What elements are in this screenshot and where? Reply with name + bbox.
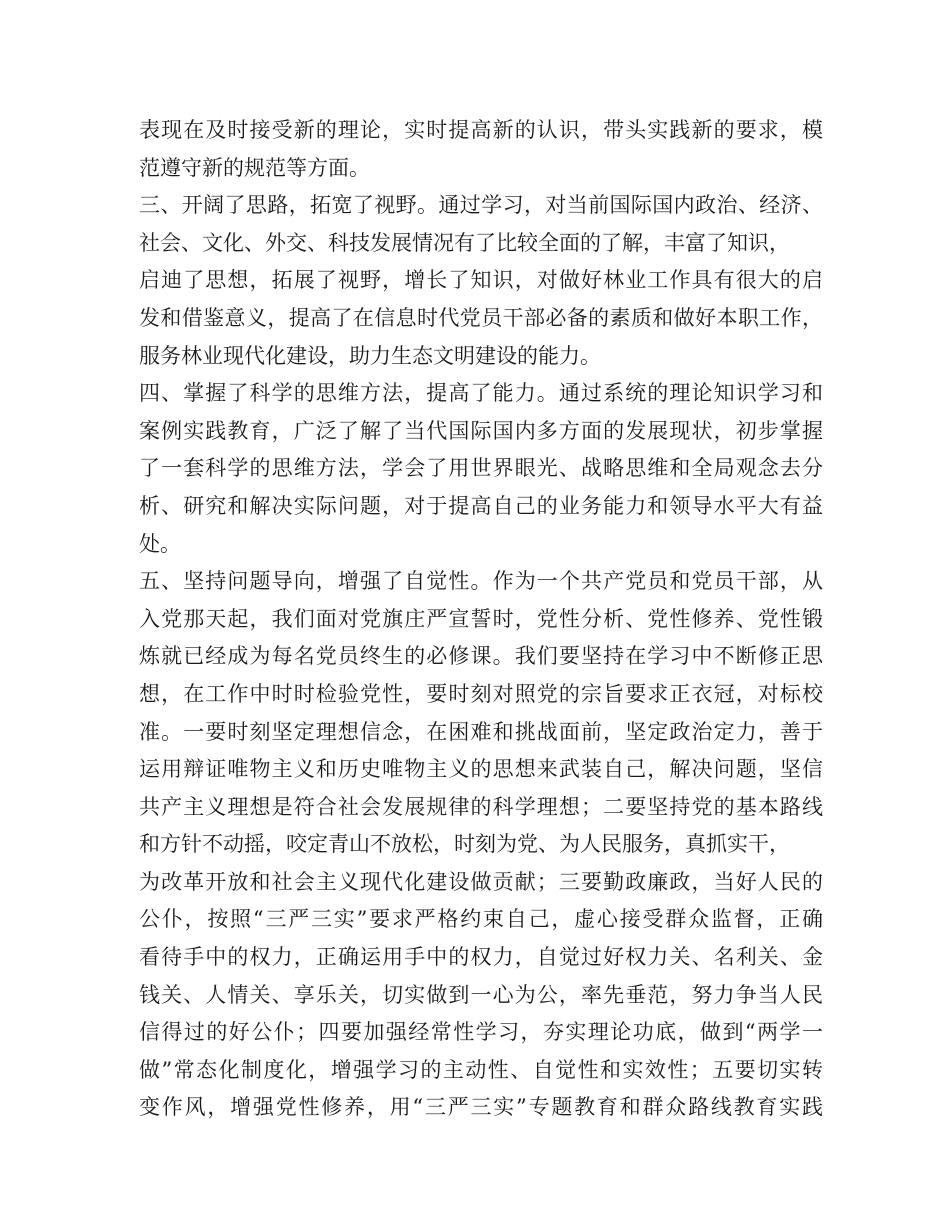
text-line: 案例实践教育，广泛了解了当代国际国内多方面的发展现状，初步掌握 [139,418,823,443]
text-line: 为改革开放和社会主义现代化建设做贡献；三要勤政廉政，当好人民的 [139,869,823,894]
text-line: 发和借鉴意义，提高了在信息时代党员干部必备的素质和做好本职工作， [139,305,823,330]
text-line: 了一套科学的思维方法，学会了用世界眼光、战略思维和全局观念去分 [139,456,823,481]
text-line: 信得过的好公仆；四要加强经常性学习，夯实理论功底，做到“两学一 [139,1020,823,1045]
text-line: 想，在工作中时时检验党性，要时刻对照党的宗旨要求正衣冠，对标校 [139,681,823,706]
text-line: 和方针不动摇，咬定青山不放松，时刻为党、为人民服务，真抓实干， [139,832,790,857]
text-line: 做”常态化制度化，增强学习的主动性、自觉性和实效性；五要切实转 [139,1057,823,1082]
text-line: 入党那天起，我们面对党旗庄严宣誓时，党性分析、党性修养、党性锻 [139,606,823,631]
text-line: 运用辩证唯物主义和历史唯物主义的思想来武装自己，解决问题，坚信 [139,757,823,782]
text-line: 社会、文化、外交、科技发展情况有了比较全面的了解，丰富了知识， [139,230,790,255]
text-line: 四、掌握了科学的思维方法，提高了能力。通过系统的理论知识学习和 [139,381,823,406]
text-line: 公仆，按照“三严三实”要求严格约束自己，虚心接受群众监督，正确 [139,907,823,932]
text-line: 处。 [139,531,181,556]
text-line: 变作风，增强党性修养，用“三严三实”专题教育和群众路线教育实践 [139,1095,823,1120]
text-line: 共产主义理想是符合社会发展规律的科学理想；二要坚持党的基本路线 [139,794,823,819]
text-line: 服务林业现代化建设，助力生态文明建设的能力。 [139,343,601,368]
text-line: 炼就已经成为每名党员终生的必修课。我们要坚持在学习中不断修正思 [139,644,823,669]
text-line: 范遵守新的规范等方面。 [139,155,370,180]
text-line: 表现在及时接受新的理论，实时提高新的认识，带头实践新的要求，模 [139,118,823,142]
text-line: 启迪了思想，拓展了视野，增长了知识，对做好林业工作具有很大的启 [139,268,823,293]
document-body [139,112,823,1127]
text-line: 看待手中的权力，正确运用手中的权力，自觉过好权力关、名利关、金 [139,945,823,970]
text-line: 析、研究和解决实际问题，对于提高自己的业务能力和领导水平大有益 [139,493,823,518]
text-line: 准。一要时刻坚定理想信念，在困难和挑战面前，坚定政治定力，善于 [139,719,823,744]
text-line: 三、开阔了思路，拓宽了视野。通过学习，对当前国际国内政治、经济、 [139,193,823,218]
text-line: 钱关、人情关、享乐关，切实做到一心为公，率先垂范，努力争当人民 [139,982,823,1007]
text-line: 五、坚持问题导向，增强了自觉性。作为一个共产党员和党员干部，从 [139,569,823,594]
